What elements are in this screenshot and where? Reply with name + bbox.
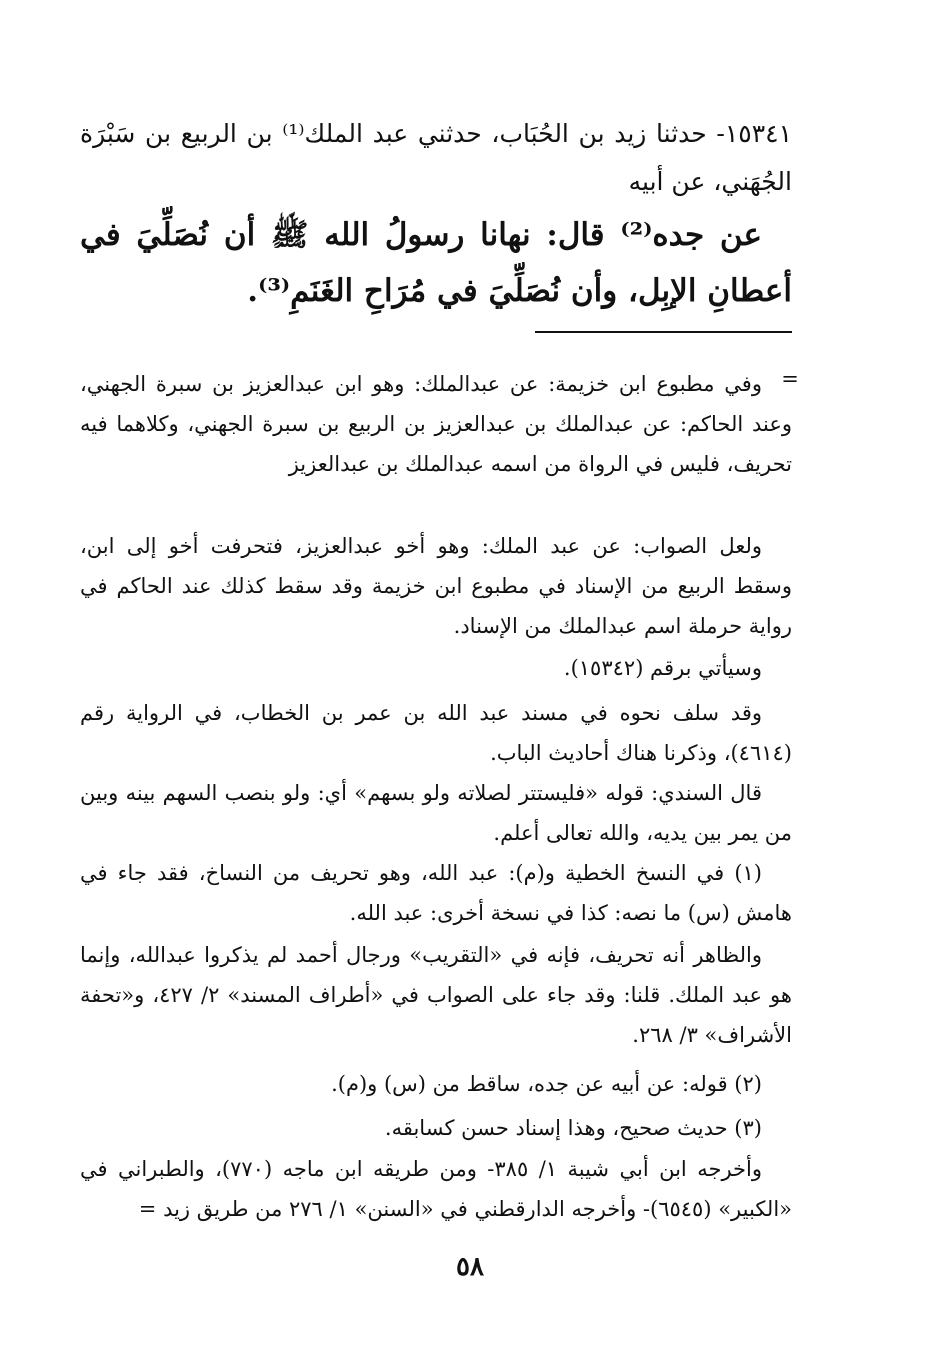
page-number: ٥٨ xyxy=(456,1252,484,1282)
footnote-paragraph-3: وسيأتي برقم (١٥٣٤٢). xyxy=(563,656,762,680)
hadith-matn-paragraph: عن جده⁽²⁾ قال: نهانا رسولُ الله ﷺ أن نُصَلِّيَ في أعطانِ الإبِل، وأن نُصَلِّيَ في مُرَاحِ الغَنَمِ⁽³⁾. xyxy=(80,217,792,309)
footnote-paragraph-5: قال السندي: قوله «فليستتر لصلاته ولو بسهم» أي: ولو بنصب السهم بينه وبين من يمر بين يديه، والله تعالى أعلم. xyxy=(80,781,792,845)
footnote-1-continuation: والظاهر أنه تحريف، فإنه في «التقريب» ورجال أحمد لم يذكروا عبدالله، وإنما هو عبد الملك. قلنا: وقد جاء على الصواب في «أطراف المسند» ٢/ ٤٢٧، و«تحفة الأشراف» ٣/ ٢٦٨. xyxy=(80,943,792,1047)
footnote-continuation-marker: = xyxy=(781,367,799,391)
footnote-2: (٢) قوله: عن أبيه عن جده، ساقط من (س) و(م). xyxy=(331,1072,762,1096)
footnote-paragraph-1: وفي مطبوع ابن خزيمة: عن عبدالملك: وهو ابن عبدالعزيز بن سبرة الجهني، وعند الحاكم: عن عبدالملك بن عبدالعزيز بن الربيع بن سبرة الجهني، وكلاهما فيه تحريف، فليس في الرواة من اسمه عبدالملك بن عبدالعزيز xyxy=(80,372,792,476)
footnote-3: (٣) حديث صحيح، وهذا إسناد حسن كسابقه. xyxy=(384,1116,762,1140)
hadith-isnad-paragraph: ١٥٣٤١- حدثنا زيد بن الحُبَاب، حدثني عبد الملك⁽¹⁾ بن الربيع بن سَبْرَة الجُهَني، عن أبيه xyxy=(80,119,792,196)
footnote-divider xyxy=(535,331,792,333)
footnote-paragraph-2: ولعل الصواب: عن عبد الملك: وهو أخو عبدالعزيز، فتحرفت أخو إلى ابن، وسقط الربيع من الإسناد في مطبوع ابن خزيمة وقد سقط كذلك عند الحاكم في رواية حرملة اسم عبدالملك من الإسناد. xyxy=(80,534,792,638)
footnote-3-continuation: وأخرجه ابن أبي شيبة ١/ ٣٨٥- ومن طريقه ابن ماجه (٧٧٠)، والطبراني في «الكبير» (٦٥٤٥)- وأخرجه الدارقطني في «السنن» ١/ ٢٧٦ من طريق زيد = xyxy=(80,1157,792,1221)
footnote-paragraph-4: وقد سلف نحوه في مسند عبد الله بن عمر بن الخطاب، في الرواية رقم (٤٦١٤)، وذكرنا هناك أحاديث الباب. xyxy=(80,701,792,765)
footnote-1: (١) في النسخ الخطية و(م): عبد الله، وهو تحريف من النساخ، فقد جاء في هامش (س) ما نصه: كذا في نسخة أخرى: عبد الله. xyxy=(80,861,792,925)
